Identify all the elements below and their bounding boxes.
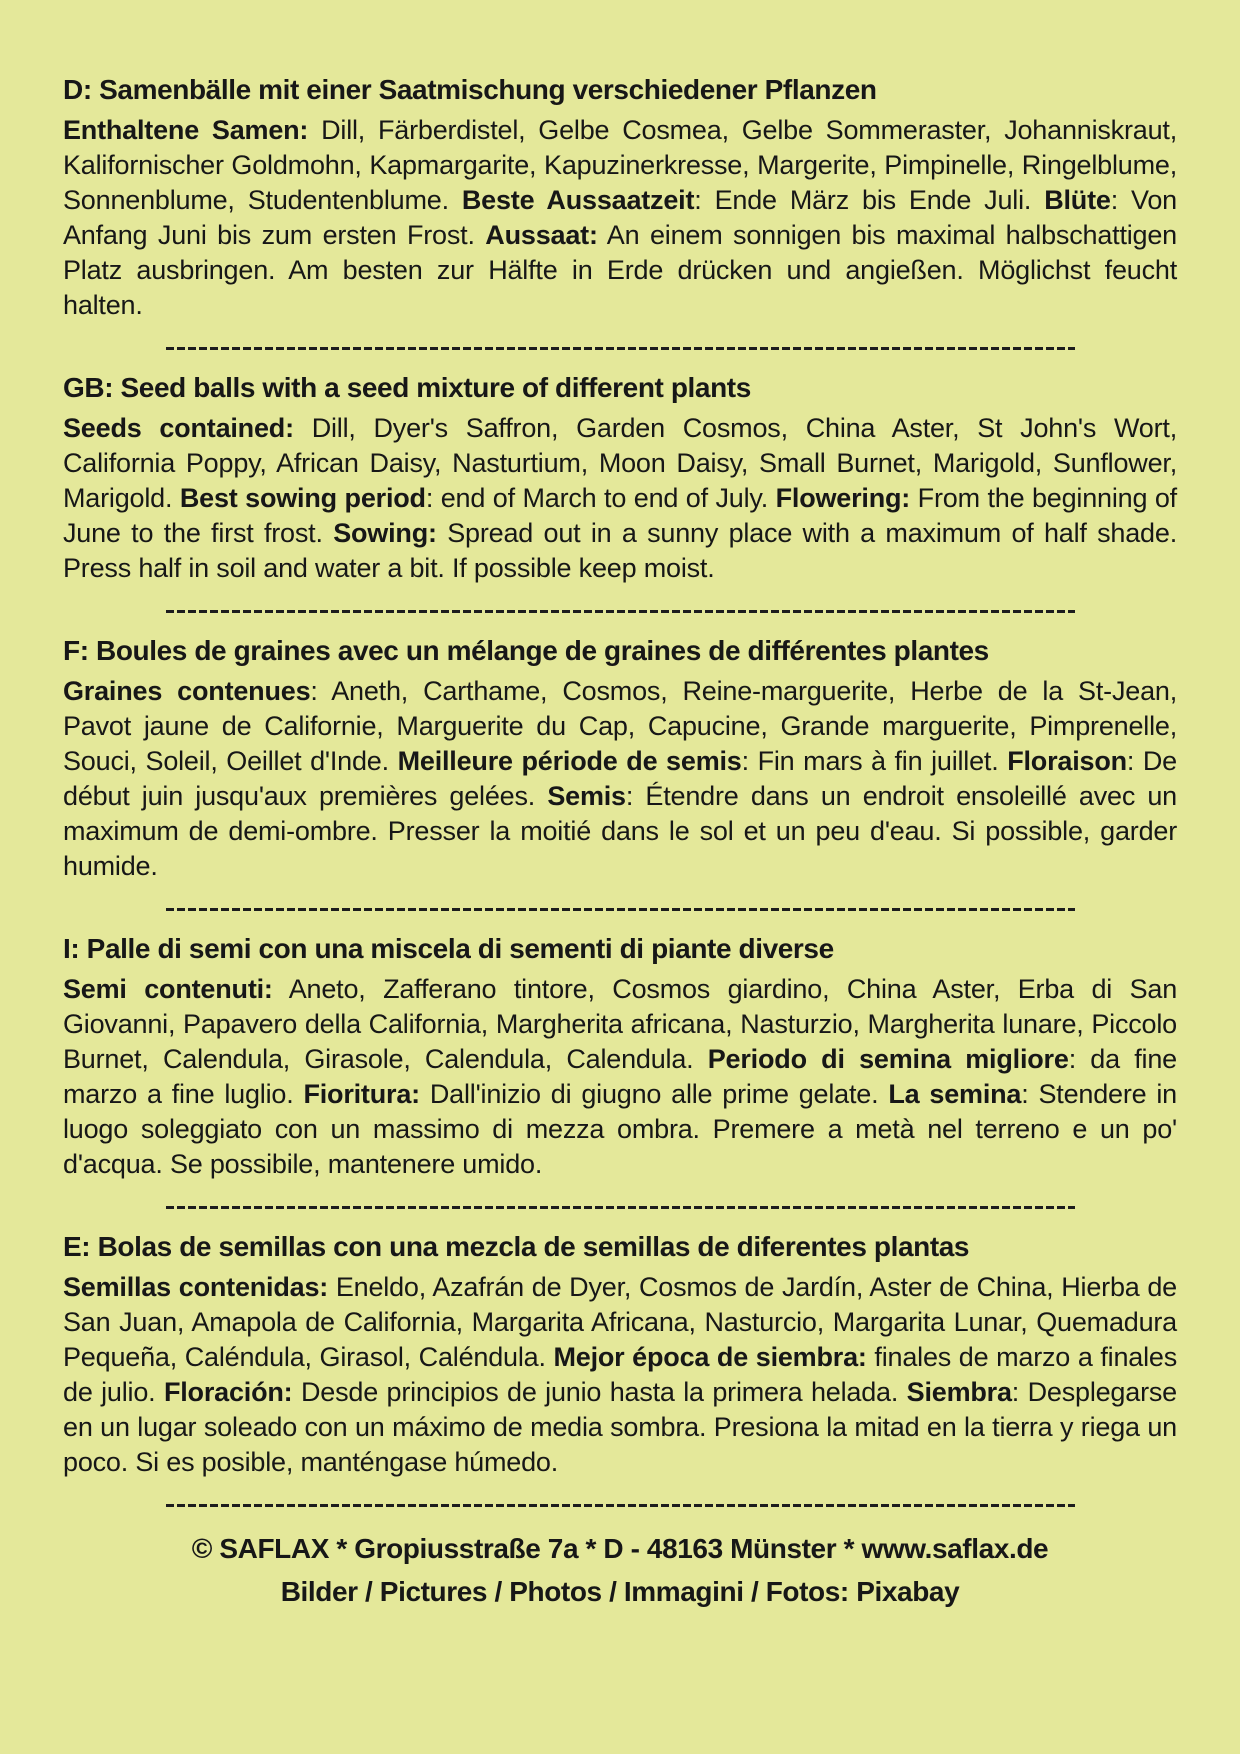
section-german-heading: D: Samenbälle mit einer Saatmischung verschiedener Pflanzen	[63, 74, 877, 105]
section-german-paragraph: Enthaltene Samen: Dill, Färberdistel, Gelbe Cosmea, Gelbe Sommeraster, Johanniskraut, Kalifornischer Goldmohn, Kapmargarite, Kapuzinerkresse, Margerite, Pimpinelle, Ringelblume, Sonnenblume, Studentenblume. Beste Aussaatzeit: Ende März bis Ende Juli. Blüte: Von Anfang Juni bis zum ersten Frost. Aussaat: An einem sonnigen bis maximal halbschattigen Platz ausbringen. Am besten zur Hälfte in Erde drücken und angießen. Möglichst feucht halten.	[63, 115, 1177, 320]
section-english-paragraph: Seeds contained: Dill, Dyer's Saffron, Garden Cosmos, China Aster, St John's Wort, California Poppy, African Daisy, Nasturtium, Moon Daisy, Small Burnet, Marigold, Sunflower, Marigold. Best sowing period: end of March to end of July. Flowering: From the beginning of June to the first frost. Sowing: Spread out in a sunny place with a maximum of half shade. Press half in soil and water a bit. If possible keep moist.	[63, 413, 1177, 583]
footer-copyright-address: © SAFLAX * Gropiusstraße 7a * D - 48163 Münster * www.saflax.de	[191, 1533, 1049, 1564]
section-spanish-heading: E: Bolas de semillas con una mezcla de semillas de diferentes plantas	[63, 1231, 970, 1262]
separator-line	[166, 347, 1075, 350]
footer	[63, 1531, 1177, 1609]
section-english-heading: GB: Seed balls with a seed mixture of different plants	[63, 372, 751, 403]
section-french-heading: F: Boules de graines avec un mélange de graines de différentes plantes	[63, 635, 989, 666]
section-german	[63, 72, 1177, 323]
section-italian-paragraph: Semi contenuti: Aneto, Zafferano tintore, Cosmos giardino, China Aster, Erba di San Giovanni, Papavero della California, Margherita africana, Nasturzio, Margherita lunare, Piccolo Burnet, Calendula, Girasole, Calendula, Calendula. Periodo di semina migliore: da fine marzo a fine luglio. Fioritura: Dall'inizio di giugno alle prime gelate. La semina: Stendere in luogo soleggiato con un massimo di mezza ombra. Premere a metà nel terreno e un po' d'acqua. Se possibile, mantenere umido.	[63, 974, 1178, 1179]
section-french-paragraph: Graines contenues: Aneth, Carthame, Cosmos, Reine-marguerite, Herbe de la St-Jean, Pavot jaune de Californie, Marguerite du Cap, Capucine, Grande marguerite, Pimprenelle, Souci, Soleil, Oeillet d'Inde. Meilleure période de semis: Fin mars à fin juillet. Floraison: De début juin jusqu'aux premières gelées. Semis: Étendre dans un endroit ensoleillé avec un maximum de demi-ombre. Presser la moitié dans le sol et un peu d'eau. Si possible, garder humide.	[63, 676, 1177, 881]
separator-line	[166, 610, 1075, 613]
section-french	[63, 633, 1177, 884]
separator-line	[166, 908, 1075, 911]
section-italian	[63, 931, 1177, 1182]
section-italian-heading: I: Palle di semi con una miscela di sementi di piante diverse	[63, 933, 834, 964]
separator-line	[166, 1504, 1075, 1507]
section-english	[63, 370, 1177, 586]
separator-line	[166, 1206, 1075, 1209]
section-spanish-paragraph: Semillas contenidas: Eneldo, Azafrán de Dyer, Cosmos de Jardín, Aster de China, Hierba de San Juan, Amapola de California, Margarita Africana, Nasturcio, Margarita Lunar, Quemadura Pequeña, Caléndula, Girasol, Caléndula. Mejor época de siembra: finales de marzo a finales de julio. Floración: Desde principios de junio hasta la primera helada. Siembra: Desplegarse en un lugar soleado con un máximo de media sombra. Presiona la mitad en la tierra y riega un poco. Si es posible, manténgase húmedo.	[63, 1272, 1178, 1477]
footer-photo-credits: Bilder / Pictures / Photos / Immagini / Fotos: Pixabay	[280, 1576, 960, 1607]
section-spanish	[63, 1229, 1177, 1480]
